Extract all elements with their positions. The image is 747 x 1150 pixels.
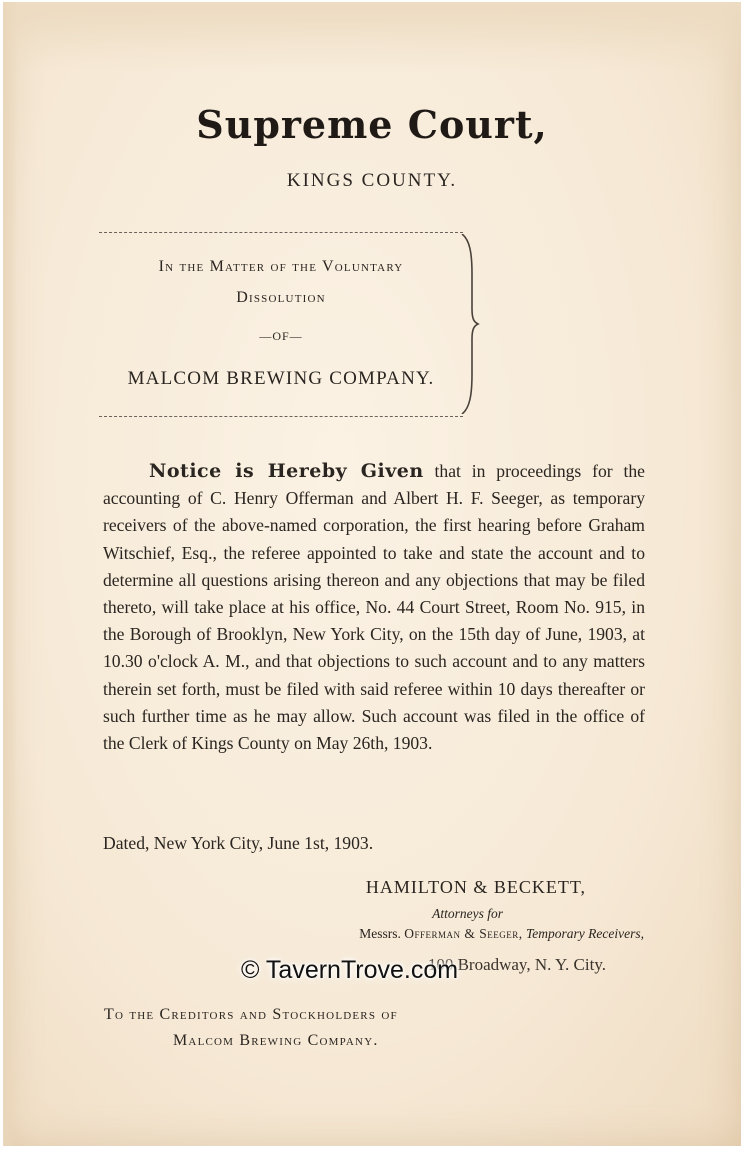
notice-paragraph [103, 458, 645, 757]
messrs-line [3, 926, 644, 942]
caption-line-4: MALCOM BREWING COMPANY. [127, 368, 435, 389]
caption-line-1: In the Matter of the Voluntary [158, 258, 404, 275]
attorney-role: Attorneys for [432, 906, 503, 921]
attorney-address: 100 Broadway, N. Y. City. [427, 955, 606, 974]
addressee-line-2: Malcom Brewing Company. [173, 1032, 379, 1049]
dated-line: Dated, New York City, June 1st, 1903. [103, 833, 374, 853]
notice-body: that in proceedings for the accounting of C. Henry Offerman and Albert H. F. Seeger, as temporary receivers of the above-named corporation, the first hearing before Graham Witschief, Esq., the referee appointed to take and state the account and to determine all questions arising thereon and any objections that may be filed thereto, will take place at his office, No. 44 Court Street, Room No. 915, in the Borough of Brooklyn, New York City, on the 15th day of June, 1903, at 10.30 o'clock A. M., and that objections to such account and to any matters therein set forth, must be filed with said referee within 10 days thereafter or such further time as he may allow. Such account was filed in the office of the Clerk of Kings County on May 26th, 1903. [103, 461, 645, 754]
caption-brace-icon [460, 234, 480, 414]
notice-heading: Notice is Hereby Given [149, 460, 424, 482]
watermark-text: © TavernTrove.com [241, 956, 459, 984]
document-page [3, 2, 741, 1146]
county-name: KINGS COUNTY. [286, 170, 458, 191]
messrs-prefix: Messrs. [359, 926, 401, 941]
messrs-role: Temporary Receivers, [526, 926, 644, 941]
paper-edge-shading-top [3, 2, 741, 72]
caption-top-rule [99, 232, 463, 233]
caption-line-3: —OF— [259, 329, 303, 343]
attorney-firm: HAMILTON & BECKETT, [365, 877, 586, 897]
court-title: Supreme Court, [196, 102, 548, 147]
messrs-names: Offerman & Seeger, [404, 926, 523, 941]
addressee-line-1: To the Creditors and Stockholders of [104, 1006, 398, 1023]
caption-line-2: Dissolution [236, 289, 326, 306]
caption-bottom-rule [99, 416, 463, 417]
